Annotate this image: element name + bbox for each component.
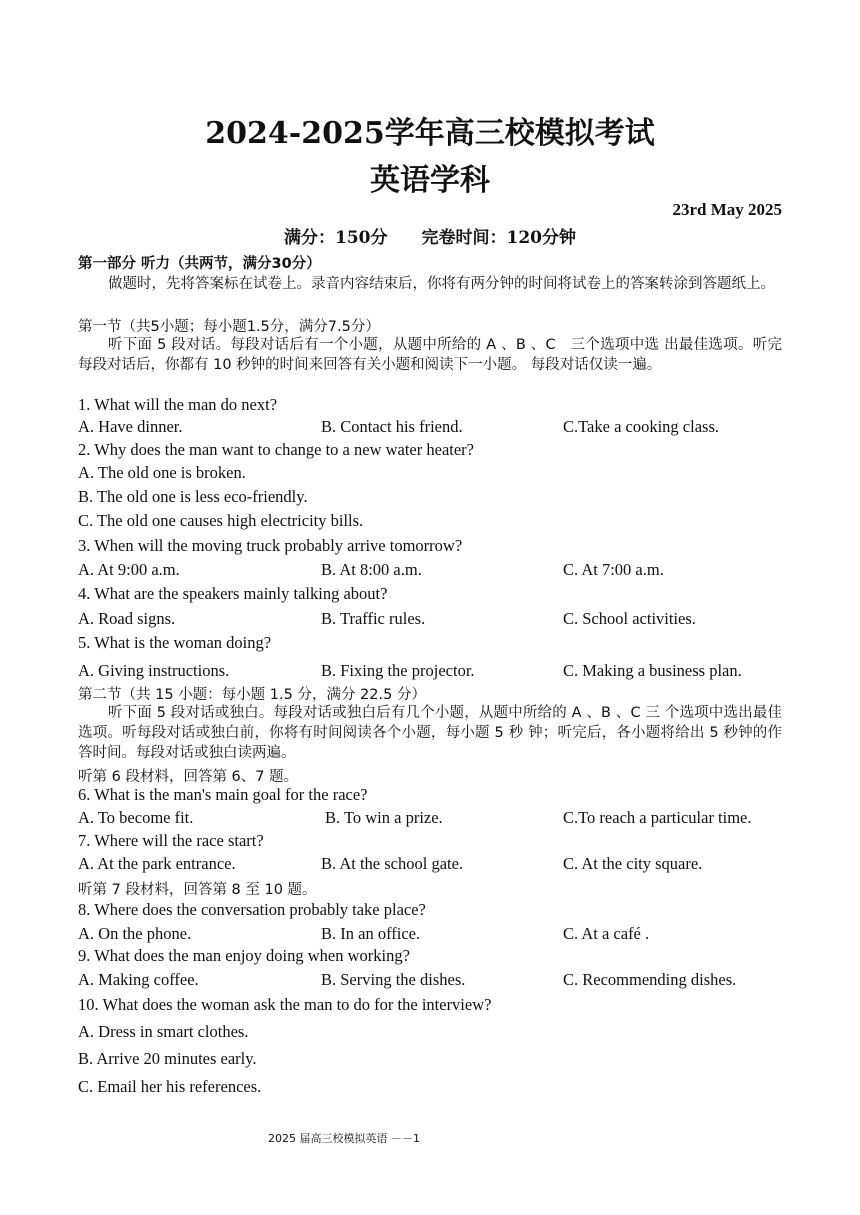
option-c: C. At 7:00 a.m. xyxy=(563,560,664,579)
option-b: B. At the school gate. xyxy=(321,854,464,873)
option-b: B. To win a prize. xyxy=(325,808,443,827)
option-a: A. To become fit. xyxy=(78,808,194,827)
text6-note: 听第 6 段材料，回答第 6、7 题。 xyxy=(78,769,299,785)
option-b: B. Serving the dishes. xyxy=(321,970,466,989)
exam-title: 2024-2025学年高三校模拟考试 xyxy=(205,116,655,151)
option-c: C.To reach a particular time. xyxy=(563,808,752,827)
text7-note: 听第 7 段材料，回答第 8 至 10 题。 xyxy=(78,882,317,898)
section1-heading: 第一节（共5小题；每小题1.5分，满分7.5分） xyxy=(78,319,380,335)
option-c: C. School activities. xyxy=(563,609,696,628)
option-b: B. Traffic rules. xyxy=(321,609,426,628)
option-a: A. Giving instructions. xyxy=(78,661,230,680)
section2-instructions: 听下面 5 段对话或独白。每段对话或独白后有几个小题，从题中所给的 A 、B 、C 三 个选项中选出最佳选项。听每段对话或独白前，你将有时间阅读各个小题，每小题 5 秒 钟；听完后，各小题将给出 5 秒钟的作答时间。每段对话或独白读两遍。 xyxy=(78,705,782,761)
question-text: 7. Where will the race start? xyxy=(78,831,264,850)
option-c: C.Take a cooking class. xyxy=(563,417,720,436)
section2-heading: 第二节（共 15 小题：每小题 1.5 分，满分 22.5 分） xyxy=(78,687,426,703)
question-text: 6. What is the man's main goal for the race? xyxy=(78,785,368,804)
option-b: B. Contact his friend. xyxy=(321,417,463,436)
option-b: B. Arrive 20 minutes early. xyxy=(78,1049,257,1068)
option-a: A. Making coffee. xyxy=(78,970,199,989)
option-a: A. The old one is broken. xyxy=(78,463,246,482)
option-c: C. Recommending dishes. xyxy=(563,970,737,989)
section1-instructions: 听下面 5 段对话。每段对话后有一个小题，从题中所给的 A 、B 、C 三个选项中选 出最佳选项。听完每段对话后，你都有 10 秒钟的时间来回答有关小题和阅读下一小题。 每段对话仅读一遍。 xyxy=(78,337,782,373)
option-a: A. At 9:00 a.m. xyxy=(78,560,180,579)
option-a: A. At the park entrance. xyxy=(78,854,236,873)
option-a: A. Dress in smart clothes. xyxy=(78,1022,249,1041)
exam-date: 23rd May 2025 xyxy=(672,200,782,219)
score-and-time: 满分：150分 完卷时间：120分钟 xyxy=(284,228,576,248)
option-c: C. At a café . xyxy=(563,924,650,943)
part1-heading: 第一部分 听力（共两节，满分30分） xyxy=(78,256,321,272)
question-text: 4. What are the speakers mainly talking about? xyxy=(78,584,388,603)
option-b: B. In an office. xyxy=(321,924,421,943)
page-footer: 2025 届高三校模拟英语 －－1 xyxy=(268,1132,420,1145)
option-a: A. On the phone. xyxy=(78,924,192,943)
option-c: C. Email her his references. xyxy=(78,1077,262,1096)
subject-title: 英语学科 xyxy=(370,163,490,198)
question-text: 3. When will the moving truck probably arrive tomorrow? xyxy=(78,536,463,555)
option-b: B. The old one is less eco-friendly. xyxy=(78,487,308,506)
option-b: B. Fixing the projector. xyxy=(321,661,475,680)
option-a: A. Road signs. xyxy=(78,609,176,628)
option-a: A. Have dinner. xyxy=(78,417,183,436)
option-c: C. The old one causes high electricity bills. xyxy=(78,511,364,530)
question-text: 8. Where does the conversation probably take place? xyxy=(78,900,426,919)
question-text: 10. What does the woman ask the man to do for the interview? xyxy=(78,995,492,1014)
option-c: C. Making a business plan. xyxy=(563,661,742,680)
question-text: 1. What will the man do next? xyxy=(78,395,278,414)
question-text: 9. What does the man enjoy doing when working? xyxy=(78,946,410,965)
option-b: B. At 8:00 a.m. xyxy=(321,560,422,579)
option-c: C. At the city square. xyxy=(563,854,703,873)
part1-instructions: 做题时，先将答案标在试卷上。录音内容结束后，你将有两分钟的时间将试卷上的答案转涂到答题纸上。 xyxy=(108,276,775,292)
question-text: 2. Why does the man want to change to a new water heater? xyxy=(78,440,474,459)
question-text: 5. What is the woman doing? xyxy=(78,633,272,652)
